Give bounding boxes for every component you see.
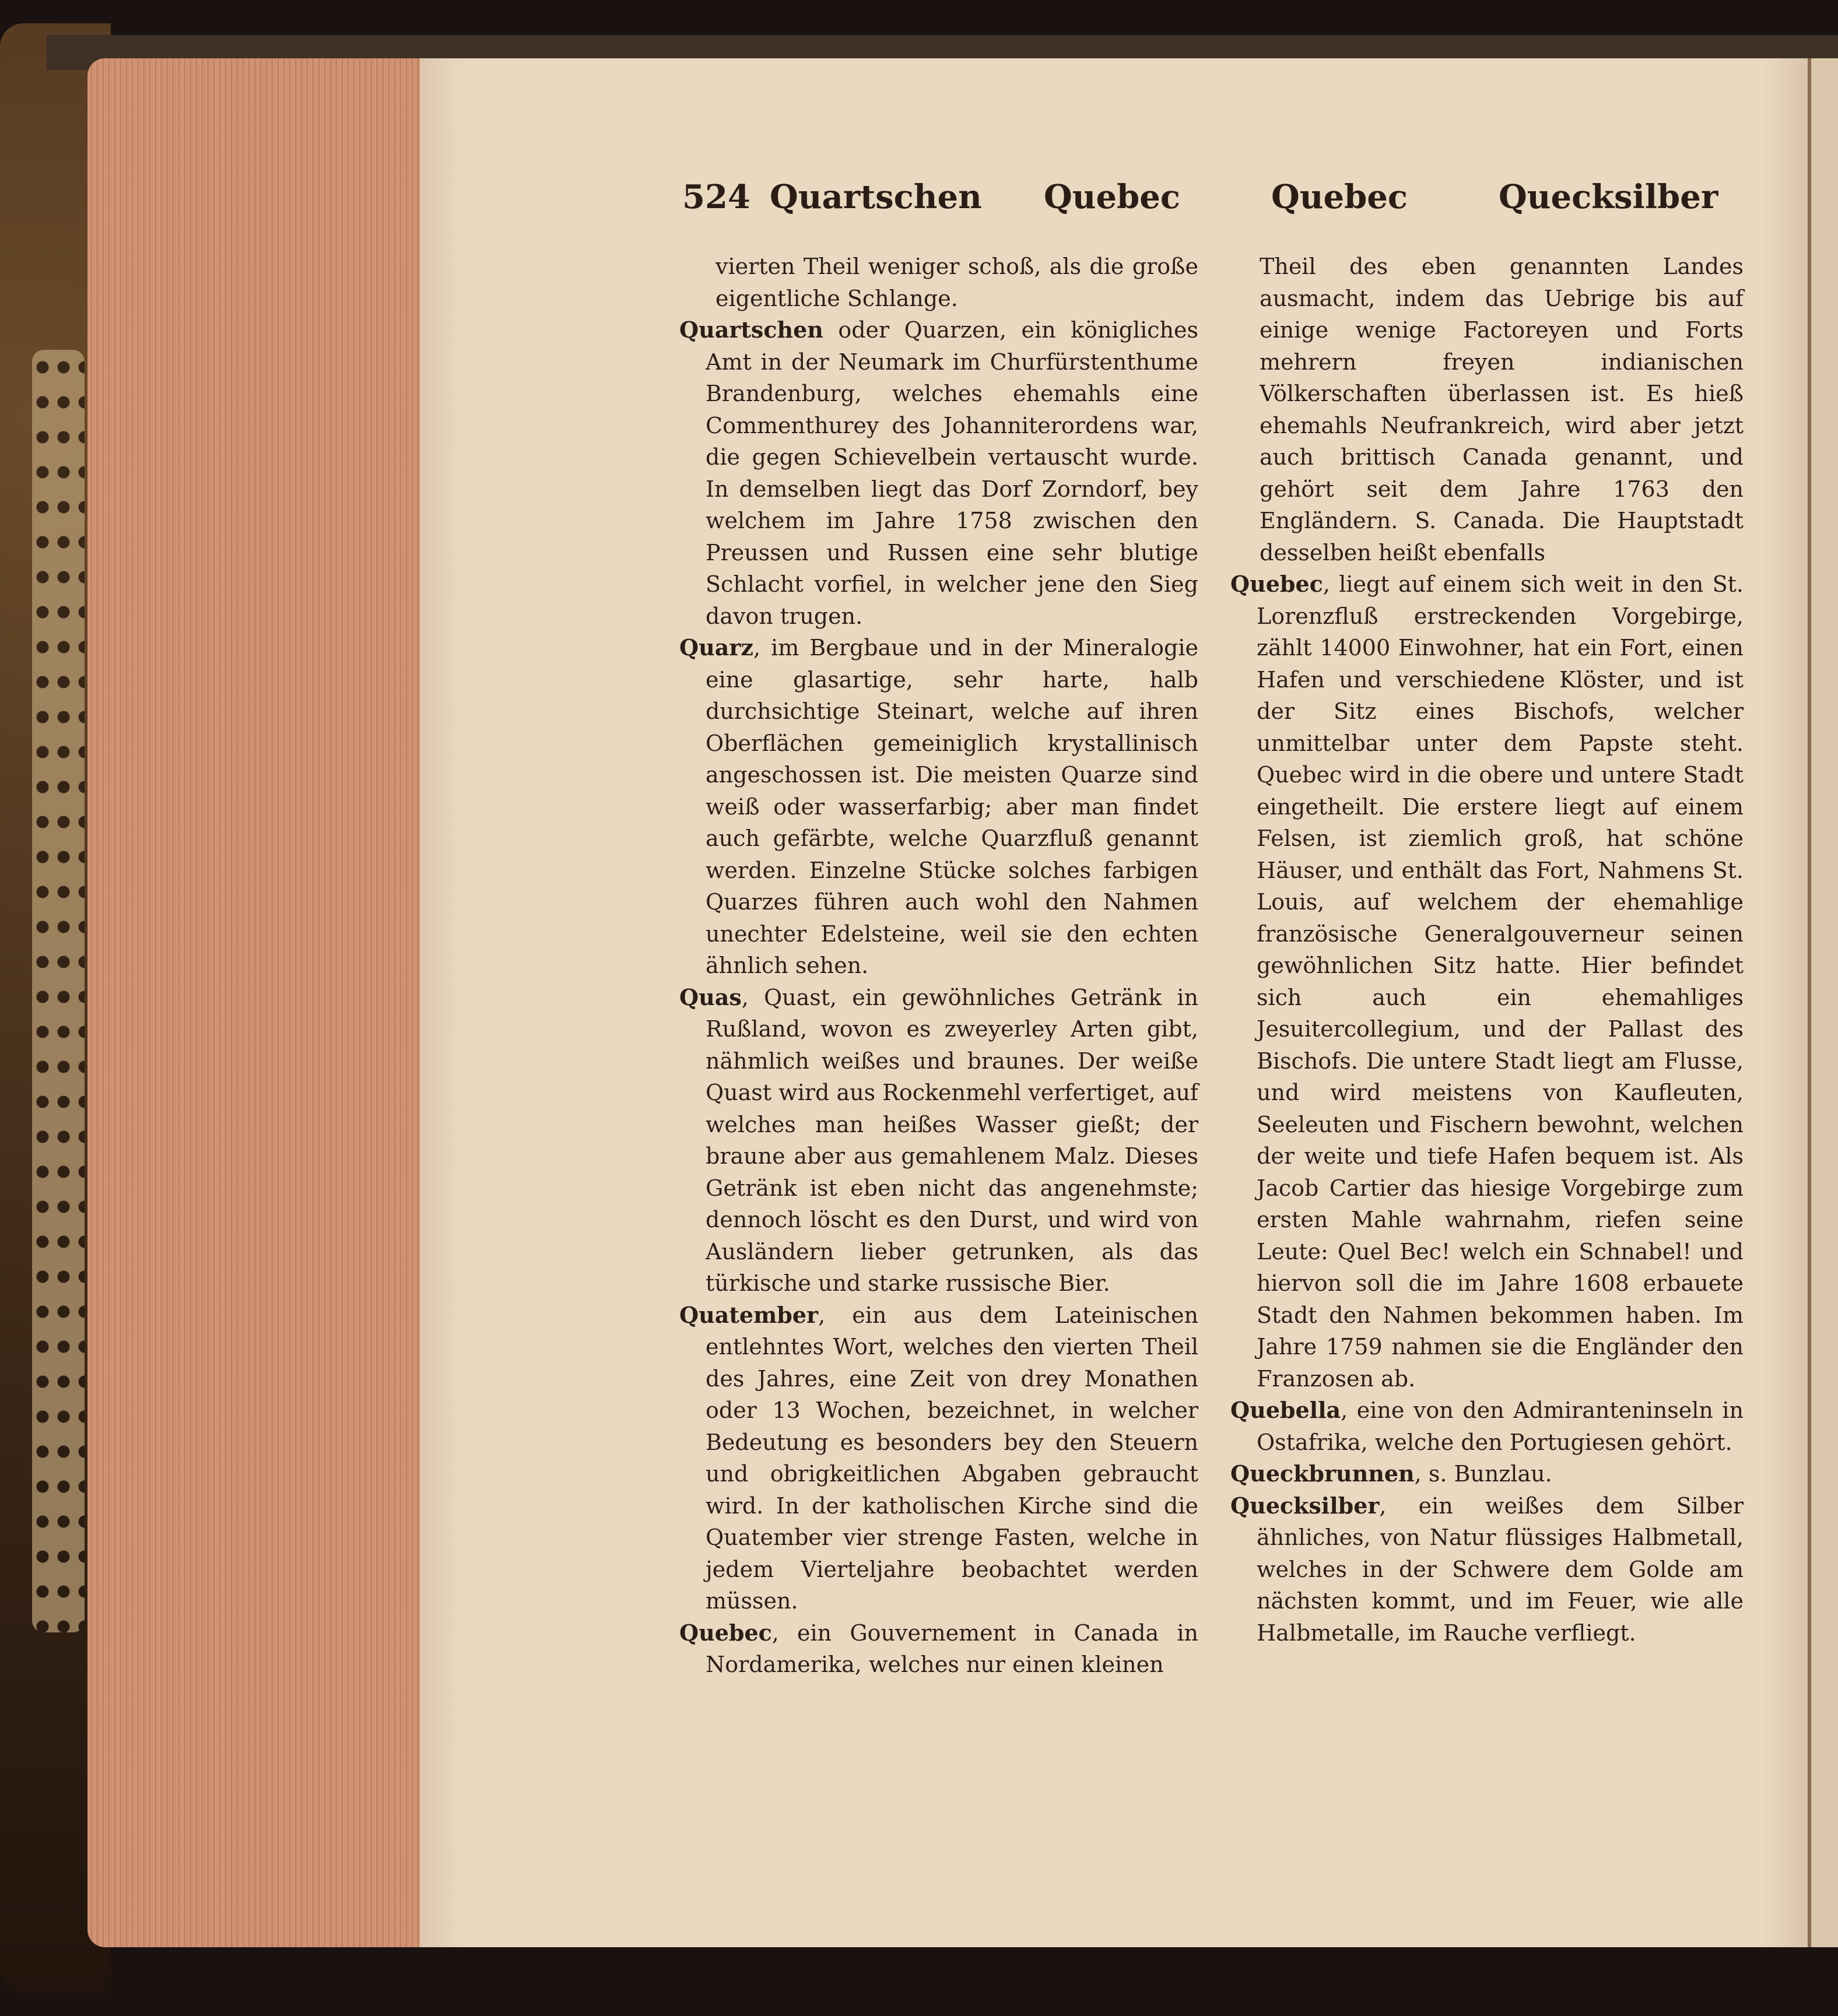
continuation-text: vierten Theil weniger schoß, als die große eigentliche Schlange. — [715, 254, 1198, 311]
page-block-edge — [87, 58, 426, 1947]
header-left-guide-word: Quartschen — [770, 178, 982, 216]
entry-lemma: Quebec — [1230, 571, 1323, 597]
header-mid-guide-word-left: Quebec — [1044, 178, 1181, 216]
dictionary-entry — [679, 632, 1198, 982]
continuation-text: Theil des eben genannten Landes ausmacht, indem das Uebrige bis auf einige wenige Factoreyen und Forts mehrern freyen indianischen Völkerschaften überlassen ist. Es hieß ehemahls Neufrankreich, wird aber jetzt auch brittisch Canada genannt, und gehört seit dem Jahre 1763 den Engländern. S. Canada. Die Hauptstadt desselben heißt ebenfalls — [1260, 254, 1744, 566]
entry-lemma: Quatember — [679, 1301, 819, 1328]
dictionary-entry — [679, 314, 1198, 632]
entry-text: , Quast, ein gewöhnliches Getränk in Rußland, wovon es zweyerley Arten gibt, nähmlich weißes und braunes. Der weiße Quast wird aus Rockenmehl verfertiget, auf welches man heißes Wasser gießt; der braune aber aus gemahlenem Malz. Dieses Getränk ist eben nicht das angenehmste; dennoch löscht es den Durst, und wird von Ausländern lieber getrunken, als das türkische und starke russische Bier. — [706, 984, 1198, 1296]
header-mid-guide-word-right: Quebec — [1271, 178, 1408, 216]
header-right-guide-word: Quecksilber — [1499, 178, 1718, 216]
left-column — [679, 251, 1198, 1681]
entry-text: , eine von den Admiranteninseln in Ostafrika, welche den Portugiesen gehört. — [1257, 1397, 1744, 1455]
entry-lemma: Quebec — [679, 1619, 772, 1646]
entry-lemma: Quartschen — [679, 317, 823, 343]
entry-text: , ein Gouvernement in Canada in Nordamerika, welches nur einen kleinen — [706, 1620, 1198, 1677]
entry-lemma: Queckbrunnen — [1230, 1460, 1415, 1487]
dictionary-entry — [679, 1299, 1198, 1617]
entry-lemma: Quarz — [679, 634, 753, 661]
facing-page-edge — [1808, 58, 1838, 1947]
dictionary-entry — [679, 982, 1198, 1299]
entry-lemma: Quecksilber — [1230, 1492, 1380, 1519]
entry-text: , ein aus dem Lateinischen entlehntes Wort, welches den vierten Theil des Jahres, eine Zeit von drey Monathen oder 13 Wochen, bezeichnet, in welcher Bedeutung es besonders bey den Steuern und obrigkeitlichen Abgaben gebraucht wird. In der katholischen Kirche sind die Quatember vier strenge Fasten, welche in jedem Vierteljahre beobachtet werden müssen. — [706, 1302, 1198, 1614]
entry-text: , im Bergbaue und in der Mineralogie eine glasartige, sehr harte, halb durchsichtige Steinart, welche auf ihren Oberflächen gemeiniglich krystallinisch angeschossen ist. Die meisten Quarze sind weiß oder wasserfarbig; aber man findet auch gefärbte, welche Quarzfluß genannt werden. Einzelne Stücke solches farbigen Quarzes führen auch wohl den Nahmen unechter Edelsteine, weil sie den echten ähnlich sehen. — [706, 635, 1198, 978]
entry-lemma: Quebella — [1230, 1397, 1341, 1423]
entry-text: , liegt auf einem sich weit in den St. Lorenzfluß erstreckenden Vorgebirge, zählt 14000 Einwohner, hat ein Fort, einen Hafen und verschiedene Klöster, und ist der Sitz eines Bischofs, welcher unmittelbar unter dem Papste steht. Quebec wird in die obere und untere Stadt eingetheilt. Die erstere liegt auf einem Felsen, ist ziemlich groß, hat schöne Häuser, und enthält das Fort, Nahmens St. Louis, auf welchem der ehemahlige französische Generalgouverneur seinen gewöhnlichen Sitz hatte. Hier befindet sich auch ein ehemahliges Jesuitercollegium, und der Pallast des Bischofs. Die untere Stadt liegt am Flusse, und wird meistens von Kaufleuten, Seeleuten und Fischern bewohnt, welchen der weite und tiefe Hafen bequem ist. Als Jacob Cartier das hiesige Vorgebirge zum ersten Mahle wahrnahm, riefen seine Leute: Quel Bec! welch ein Schnabel! und hiervon soll die im Jahre 1608 erbauete Stadt den Nahmen bekommen haben. Im Jahre 1759 nahmen sie die Engländer den Franzosen ab. — [1257, 571, 1744, 1392]
page-number: 524 — [682, 178, 750, 216]
entry-lemma: Quas — [679, 984, 742, 1010]
dictionary-entry — [679, 1617, 1198, 1681]
dictionary-entry — [1230, 568, 1744, 1395]
entry-text: , ein weißes dem Silber ähnliches, von Natur flüssiges Halbmetall, welches in der Schwere dem Golde am nächsten kommt, und im Feuer, wie alle Halbmetalle, im Rauche verfliegt. — [1257, 1492, 1744, 1646]
entry-text: , s. Bunzlau. — [1414, 1461, 1552, 1487]
dictionary-entry — [1230, 1490, 1744, 1649]
marbled-cover — [32, 350, 85, 1632]
dictionary-entry — [1230, 1458, 1744, 1490]
entry-text: oder Quarzen, ein königliches Amt in der Neumark im Churfürstenthume Brandenburg, welches ehemahls eine Commenthurey des Johanniterordens war, die gegen Schievelbein vertauscht wurde. In demselben liegt das Dorf Zorndorf, bey welchem im Jahre 1758 zwischen den Preussen und Russen eine sehr blutige Schlacht vorfiel, in welcher jene den Sieg davon trugen. — [706, 317, 1198, 629]
right-column — [1230, 251, 1744, 1649]
dictionary-entry — [1230, 1395, 1744, 1458]
